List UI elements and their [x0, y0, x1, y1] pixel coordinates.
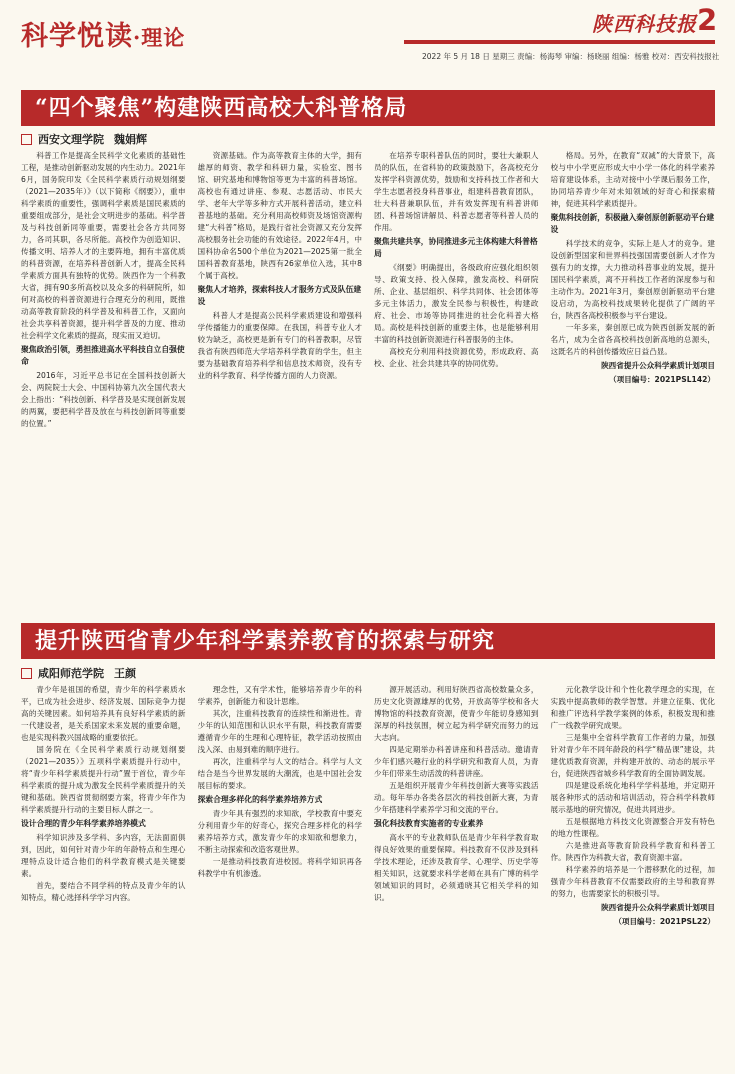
subheading: 聚焦科技创新，积极融入秦创原创新驱动平台建设 — [550, 213, 715, 234]
paragraph: 源开展活动。利用好陕西省高校数量众多，历史文化资源雄厚的优势，开放高等学校和各大博物馆的科技教育资源，使青少年能切身感知到深厚的科技氛围，树立起为科学研究而努力的远大志向。 — [374, 685, 539, 742]
section-name: 科学悦读 — [21, 21, 133, 52]
paragraph: 四是定期举办科普讲座和科普活动。邀请青少年们感兴趣行业的科学研究和教育人员，为青少年们带来生动活泼的科普讲座。 — [374, 745, 539, 778]
article2-body — [21, 684, 715, 1064]
paragraph: 首先，要结合不同学科的特点及青少年的认知特点，精心选择科学学习内容。 — [21, 881, 186, 902]
newspaper-brand: 陕西科技报 — [592, 12, 697, 36]
paragraph: 科学技术的竞争，实际上是人才的竞争。建设创新型国家和世界科技强国需要创新人才作为强有力的支撑，大力推动科普事业的发展，提升国民科学素质，离不开科技工作者的深度参与和主动作为。2021年3月，秦创原创新驱动平台建设启动，为高校科技成果转化提供了广阔的平台，陕西各高校积极参与平台建设。 — [550, 239, 715, 320]
square-bullet-icon — [21, 668, 32, 679]
funding-note: （项目编号：2021PSL142） — [608, 375, 715, 384]
paragraph: 一年多来，秦创原已成为陕西创新发展的新名片，成为全省各高校科技创新高地的总源头，这既名片的科创传播效应日益凸显。 — [550, 323, 715, 356]
article2-byline — [21, 664, 136, 682]
article2-column — [374, 684, 539, 1064]
article1-column — [198, 150, 363, 615]
section-subname: ·理论 — [133, 25, 186, 50]
paragraph: 青少年具有强烈的求知欲，学校教育中要充分利用青少年的好奇心，探究合理多样化的科学素养培养方式，激发青少年的求知欲和想象力，不断主动探索和改造客观世界。 — [197, 809, 362, 854]
subheading: 聚焦政治引领，勇担推进高水平科技自立自强使命 — [21, 345, 185, 366]
paragraph: 高校充分利用科技资源优势，形成政府、高校、企业、社会共建共享的协同优势。 — [374, 347, 539, 368]
subheading: 强化科技教育实施者的专业素养 — [374, 819, 484, 828]
paragraph: 五是根据地方科技文化资源整合开发有特色的地方性课程。 — [550, 817, 715, 838]
paragraph: 科学知识涉及多学科、多内容，无法面面俱到，因此，如何针对青少年的年龄特点和生理心理特点设计适合他们的科学教育模式是关键要素。 — [21, 833, 186, 878]
article2-column — [198, 684, 363, 1064]
subheading: 聚焦人才培养，探索科技人才服务方式及队伍建设 — [197, 285, 362, 306]
paragraph: 格局。另外，在教育“双减”的大背景下，高校与中小学更应形成大中小学一体化的科学素养培育建设体系，主动对接中小学课后服务工作，协同培养青少年对未知领域的好奇心和探索精神，促进其科学素质提升。 — [550, 151, 715, 208]
article1-author: 魏娟辉 — [114, 133, 147, 146]
article1-unit: 西安文理学院 — [38, 133, 104, 146]
article1-column — [21, 150, 186, 615]
section-title — [21, 14, 185, 53]
paragraph: 一是推动科技教育进校园。将科学知识再各科教学中有机渗透。 — [197, 857, 362, 878]
paragraph: 在培养专职科普队伍的同时，要壮大兼职人员的队伍，在省科协的政策鼓励下，各高校充分发挥学科资源优势，鼓励和支持科技工作者和大学生志愿者投身科普事业，组建科普教育团队，壮大科普兼职队伍，并有效发挥现有科普讲师团、科普场馆讲解员、科普志愿者等科普人员的作用。 — [374, 151, 539, 232]
article2-title: 提升陕西省青少年科学素养教育的探索与研究 — [35, 628, 496, 654]
paragraph: 科学素养的培养是一个潜移默化的过程，加强青少年科普教育不仅需要政府的主导和教育界的努力，也需要家长的积极引导。 — [550, 865, 715, 898]
paragraph: 三是集中全省科学教育工作者的力量，加强针对青少年不同年龄段的科学“精品课”建设，共建优质教育资源，并构建开放的、动态的展示平台，促进陕西省城乡科学教育的全面协调发展。 — [550, 733, 715, 778]
paragraph: 国务院在《全民科学素质行动规划纲要（2021—2035）》五项科学素质提升行动中，将“青少年科学素质提升行动”置于首位，青少年科学素质的提升成为激发全民科学素质提升的关键和基础。陕西省贯彻纲要方案，将青少年作为科学素质提升行动的主要目标人群之一。 — [21, 745, 186, 814]
paragraph: 理念性，又有学术性，能够培养青少年的科学素养，创新能力和设计思维。 — [197, 685, 362, 706]
article1-byline — [21, 130, 147, 148]
article2-column — [21, 684, 186, 1064]
paragraph: 六是推进高等教育阶段科学教育和科普工作。陕西作为科教大省，教育资源丰富。 — [550, 841, 715, 862]
funding-note: （项目编号：2021PSL22） — [614, 917, 715, 926]
article2-column — [551, 684, 716, 1064]
paragraph: 科普工作是提高全民科学文化素质的基础性工程，是推动创新驱动发展的内生动力。2021年6月，国务院印发《全民科学素质行动规划纲要（2021—2035年）》（以下简称《纲要》），重申科学素质的重要性，强调科学素质是国民素质的重要组成部分，是社会文明进步的基础。科学普及与科技创新同等重要，需要社会各方共同努力，各司其职，各尽所能。高校作为创造知识、传播文明、培养人才的主要阵地，拥有丰富优质的科普资源，在培养科普创新人才，提高全民科学素质方面具有独特的优势。陕西作为一个科教大省，拥有90多所高校以及众多的科研院所，如何对高校的科普资源进行合理充分的利用，既推动高等教育阶段的科学普及和科普工作，又面向社会共享科普资源，提升科学普及的力度、推动社会科学文化素质的提高，现实而又迫切。 — [21, 151, 186, 340]
article1-column — [551, 150, 716, 615]
funding-note: 陕西省提升公众科学素质计划项目 — [601, 361, 715, 370]
square-bullet-icon — [21, 134, 32, 145]
article1-headline-bar — [21, 90, 715, 126]
paragraph: 其次，注重科技教育的连续性和渐进性。青少年的认知范围和认识水平有限，科技教育需要遵循青少年的生理和心理特征，教学活动按照由浅入深、由易到难的顺序进行。 — [197, 709, 362, 754]
paragraph: 2016年，习近平总书记在全国科技创新大会、两院院士大会、中国科协第九次全国代表大会上指出：“科技创新、科学普及是实现创新发展的两翼，要把科学普及放在与科技创新同等重要的位置。” — [21, 371, 186, 428]
article2-headline-bar — [21, 623, 715, 659]
date-line: 2022 年 5 月 18 日 星期三 责编：杨海琴 审编：杨晓丽 组编：杨雅 校对：西安科技报社 — [422, 52, 720, 61]
paragraph: 科普人才是提高公民科学素质建设和增强科学传播能力的重要保障。在我国，科普专业人才较为缺乏，高校更是新有专门的科普教职，尽管我省有陕西师范大学培养科学教育的学生，但主要为基础教育培养科学和信息技术师资，没有专业的科学教育、科学传播方面的人力资源。 — [197, 311, 362, 380]
page-number: 2 — [697, 3, 718, 37]
paragraph: 资源基础。作为高等教育主体的大学，拥有雄厚的师资、教学和科研力量，实验室、图书馆、研究基地和博物馆等更为丰富的科普场馆。高校也有通过讲座、参观、志愿活动、市民大学、老年大学等多种方式开展科普活动，建立科普基地的基础。充分利用高校师资及场馆资源构建“大科普”格局，是践行省社会资源又充分发挥高校服务社会功能的有效途径。2022年4月，中国科协命名500个单位为2021—2025第一批全国科普教育基地，陕西有26家单位入选，其中8个属于高校。 — [197, 151, 362, 280]
subheading: 探索合理多样化的科学素养培养方式 — [197, 795, 323, 804]
masthead-rule — [404, 40, 715, 44]
masthead — [0, 0, 735, 64]
paragraph: 《纲要》明确提出，各级政府应强化组织领导、政策支持、投入保障，激发高校、科研院所、企业、基层组织、科学共同体、社会团体等多元主体活力，激发全民参与积极性，构建政府、社会、市场等协同推进的社会化科普大格局。高校是科技创新的重要主体，也是能够利用丰富的科技创新资源进行科普服务的主体。 — [374, 263, 539, 344]
article1-body — [21, 150, 715, 615]
subheading: 设计合理的青少年科学素养培养模式 — [21, 819, 146, 828]
article2-unit: 咸阳师范学院 — [38, 667, 104, 680]
paragraph: 高水平的专业教师队伍是青少年科学教育取得良好效果的重要保障。科技教育不仅涉及到科学技术理论，还涉及教育学、心理学、历史学等相关知识，这就要求科学老师在具有广博的科学领域知识的同时，必须通晓其它相关学科的知识。 — [374, 833, 539, 902]
article1-title: “四个聚焦”构建陕西高校大科普格局 — [35, 95, 408, 121]
article2-author: 王颜 — [114, 667, 136, 680]
paragraph: 四是建设系统化地科学学科基地，并定期开展各种形式的活动和培训活动，符合科学科教师展示基地的研究情况，促进共同进步。 — [550, 781, 715, 814]
article1-column — [374, 150, 539, 615]
paragraph: 青少年是祖国的希望，青少年的科学素质水平，已成为社会进步、经济发展、国际竞争力提高的关键因素。如何培养具有良好科学素质的新一代建设者，是关系国家未来发展的重要命题，也是实现科教兴国战略的重要依托。 — [21, 685, 186, 742]
paragraph: 元化教学设计和个性化教学理念的实现，在实践中提高教师的教学智慧。并建立征集、优化和推广评选科学教学案例的体系，积极发现和推广一线教学研究成果。 — [550, 685, 715, 730]
funding-note: 陕西省提升公众科学素质计划项目 — [601, 903, 715, 912]
paragraph: 五是组织开展青少年科技创新大赛等实践活动。每年举办各类各层次的科技创新大赛，为青少年搭建科学素养学习和交流的平台。 — [374, 781, 539, 814]
paragraph: 再次，注重科学与人文的结合。科学与人文结合是当今世界发展的大潮流，也是中国社会发展目标的要求。 — [197, 757, 362, 790]
subheading: 聚焦共建共享，协同推进多元主体构建大科普格局 — [374, 237, 538, 258]
